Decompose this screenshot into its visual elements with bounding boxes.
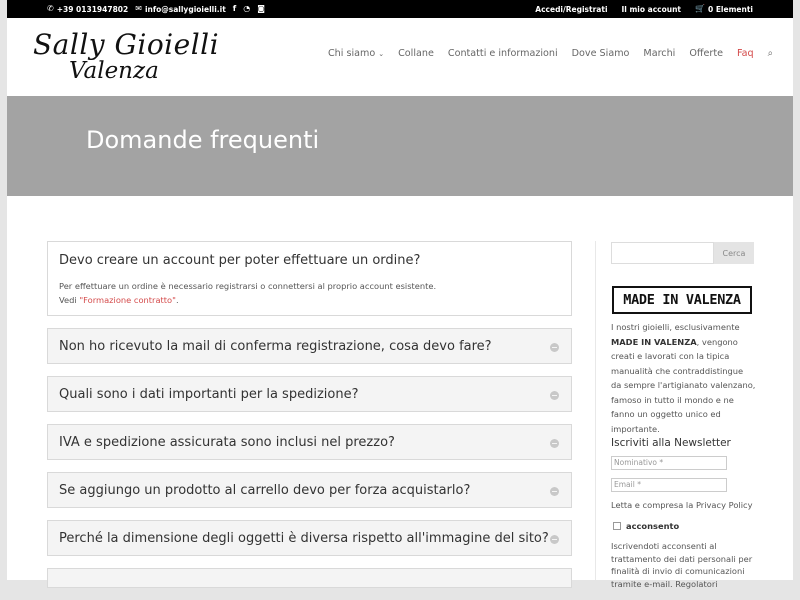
nav-item-dove-siamo[interactable]: Dove Siamo [571, 48, 630, 59]
top-bar [7, 0, 793, 18]
contact-info [47, 0, 265, 18]
consent-label: acconsento [626, 521, 680, 531]
phone-link[interactable] [47, 5, 128, 14]
search-input[interactable] [611, 242, 714, 264]
made-text-c: , vengono creati e lavorati con la tipica manualità che contraddistingue da sempre l'artigianato valenzano, famoso in tutto il mondo e ne fanno un oggetto unico ed importante. [611, 336, 756, 434]
formazione-contratto-link[interactable]: "Formazione contratto" [79, 295, 176, 305]
hero-banner [7, 96, 793, 196]
expand-icon [550, 439, 559, 448]
email-text: info@sallygioielli.it [144, 4, 226, 14]
phone-text: +39 0131947802 [56, 4, 129, 14]
faq-item[interactable] [47, 472, 572, 508]
nav-label: Chi siamo [327, 48, 376, 59]
logo-line2: Valenza [69, 58, 159, 84]
expand-icon [550, 391, 559, 400]
made-text-a: I nostri gioielli, esclusivamente [611, 322, 740, 332]
facebook-icon[interactable]: f [232, 4, 237, 13]
faq-answer [59, 279, 559, 307]
search-icon[interactable]: ⌕ [767, 48, 773, 59]
faq-question: IVA e spedizione assicurata sono inclusi nel prezzo? [59, 435, 395, 450]
logo-line1: Sally Gioielli [33, 28, 220, 61]
checkbox[interactable] [613, 522, 621, 530]
cart-link[interactable] [695, 5, 753, 14]
instagram-icon[interactable]: ◙ [257, 4, 266, 13]
faq-question: Non ho ricevuto la mail di conferma registrazione, cosa devo fare? [59, 339, 492, 354]
faq-item[interactable] [47, 568, 572, 588]
email-field[interactable]: Email * [611, 478, 727, 492]
logo[interactable] [29, 26, 220, 88]
expand-icon [550, 535, 559, 544]
page-title: Domande frequenti [86, 126, 320, 154]
answer-prefix: Vedi [59, 295, 80, 305]
consent-text: Iscrivendoti acconsenti al trattamento dei dati personali per finalità di invio di comunicazioni tramite e-mail. Regolatori [611, 541, 753, 589]
newsletter-title: Iscriviti alla Newsletter [611, 437, 731, 449]
faq-item[interactable] [47, 424, 572, 460]
nav-item-chi-siamo[interactable] [328, 48, 384, 59]
chevron-down-icon: ⌄ [378, 50, 385, 58]
made-in-valenza-badge: MADE IN VALENZA [612, 286, 752, 314]
name-field[interactable]: Nominativo * [611, 456, 727, 470]
phone-icon: ✆ [47, 4, 54, 13]
nav-item-collane[interactable]: Collane [398, 48, 434, 59]
sidebar-divider [595, 241, 596, 580]
faq-item-open[interactable] [47, 241, 572, 316]
sidebar [611, 242, 756, 589]
nav-item-offerte[interactable]: Offerte [689, 48, 724, 59]
rss-icon[interactable]: ◔ [243, 4, 251, 13]
faq-question: Perché la dimensione degli oggetti è diversa rispetto all'immagine del sito? [59, 531, 549, 546]
faq-question: Devo creare un account per poter effettuare un ordine? [59, 253, 421, 268]
account-links [535, 0, 753, 18]
main-nav [328, 48, 773, 59]
faq-question: Quali sono i dati importanti per la spedizione? [59, 387, 359, 402]
expand-icon [550, 343, 559, 352]
faq-item[interactable] [47, 328, 572, 364]
email-link[interactable] [135, 5, 226, 14]
cart-count: 0 Elementi [707, 4, 753, 14]
faq-question: Se aggiungo un prodotto al carrello devo per forza acquistarlo? [59, 483, 471, 498]
cart-icon: 🛒 [695, 4, 705, 13]
envelope-icon: ✉ [135, 4, 142, 13]
faq-item[interactable] [47, 520, 572, 556]
answer-suffix: . [175, 295, 179, 305]
nav-item-faq[interactable]: Faq [737, 48, 754, 59]
nav-item-marchi[interactable]: Marchi [643, 48, 676, 59]
expand-icon [550, 487, 559, 496]
faq-accordion [47, 241, 572, 600]
header [7, 18, 793, 96]
search-button[interactable]: Cerca [714, 242, 754, 264]
privacy-text: Letta e compresa la Privacy Policy [611, 500, 753, 510]
sidebar-search [611, 242, 756, 264]
my-account-link[interactable]: Il mio account [621, 4, 682, 14]
made-text-b: MADE IN VALENZA [611, 336, 697, 347]
page [7, 0, 793, 589]
answer-text: Per effettuare un ordine è necessario registrarsi o connettersi al proprio account esistente. [59, 281, 437, 291]
consent-checkbox[interactable] [613, 521, 679, 531]
login-link[interactable]: Accedi/Registrati [535, 4, 608, 14]
faq-item[interactable] [47, 376, 572, 412]
nav-item-contatti[interactable]: Contatti e informazioni [447, 48, 558, 59]
made-in-valenza-text [611, 320, 756, 436]
